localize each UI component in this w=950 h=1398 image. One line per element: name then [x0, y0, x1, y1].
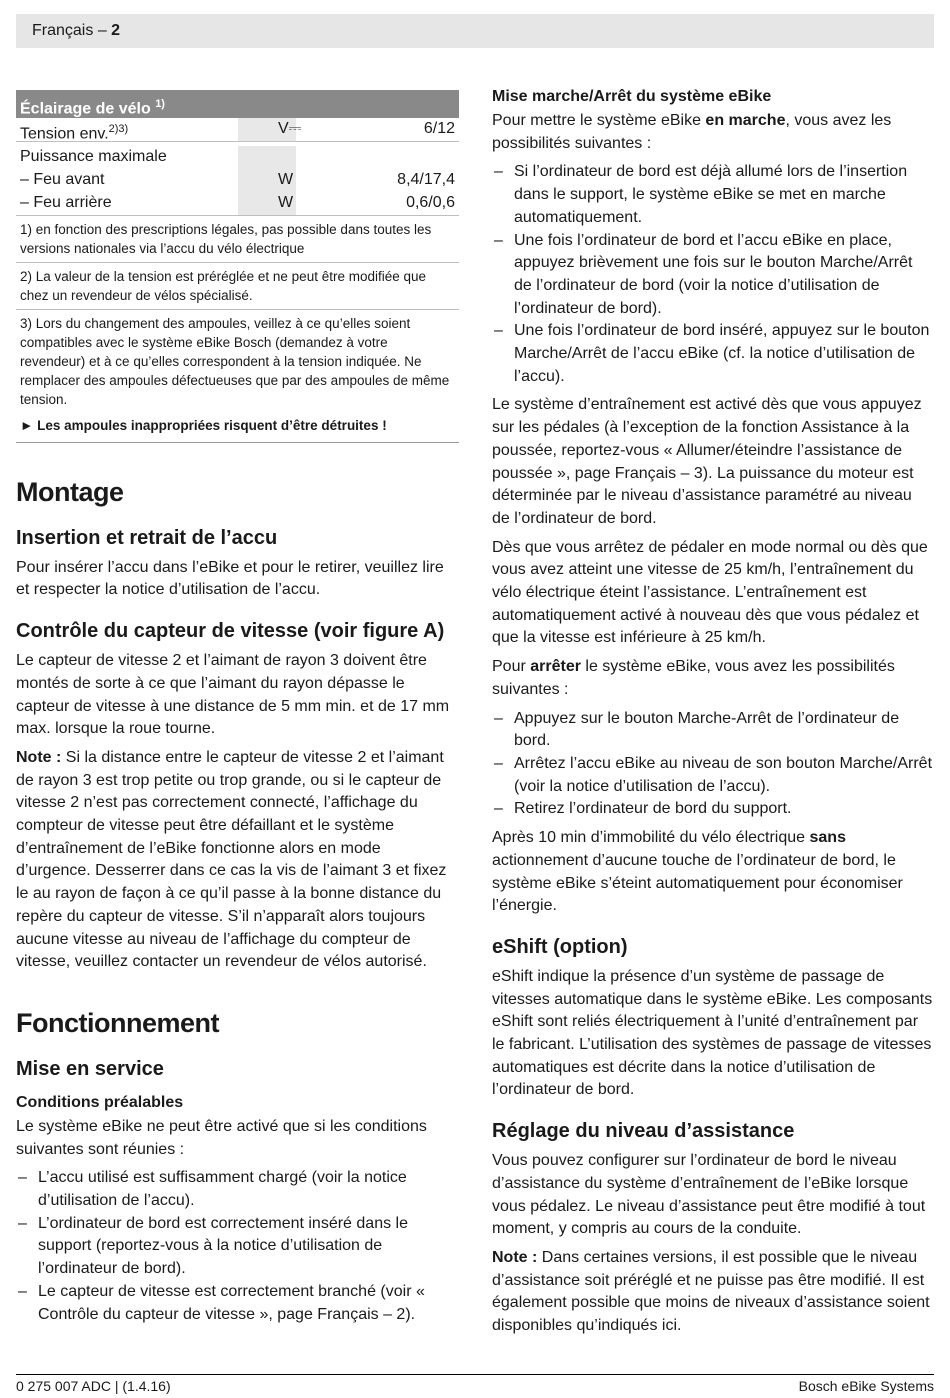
- header-language: Français: [32, 22, 94, 39]
- para-apres: [492, 827, 934, 918]
- page-header: [16, 14, 934, 48]
- heading-marche: Mise marche/Arrêt du système eBike: [492, 88, 772, 105]
- heading-mise-service: Mise en service: [16, 1057, 164, 1080]
- apres-text-c: actionnement d’aucune touche de l’ordinateur de bord, le système eBike s’éteint automatiquement pour économiser l’énergie.: [492, 851, 903, 915]
- marche-list: [492, 161, 934, 388]
- list-item: – L’ordinateur de bord est correctement inséré dans le support (reportez-vous à la notice d’utilisation de l’ordinateur de bord).: [16, 1213, 459, 1281]
- arreter-list: [492, 708, 934, 822]
- specs-table: [16, 90, 459, 443]
- conditions-list: [16, 1167, 459, 1326]
- arreter-text-a: Pour: [492, 658, 526, 676]
- list-item: – Appuyez sur le bouton Marche-Arrêt de l’ordinateur de bord.: [492, 708, 934, 753]
- heading-reglage: Réglage du niveau d’assistance: [492, 1120, 795, 1143]
- para-controle: Le capteur de vitesse 2 et l’aimant de rayon 3 doivent être montés de sorte à ce que l’aimant du rayon dépasse le capteur de vitesse à une distance de 5 mm min. et de 17 mm max. lorsque la roue tourne.: [16, 652, 450, 738]
- marche-text-c: , vous avez les possibilités suivantes :: [492, 112, 892, 152]
- arreter-text-bold: arrêter: [530, 658, 581, 676]
- header-separator: –: [97, 22, 107, 39]
- header-label: [32, 22, 120, 40]
- list-item: – Le capteur de vitesse est correctement branché (voir « Contrôle du capteur de vitesse », page Français – 2).: [16, 1281, 459, 1326]
- spec-unit-blank: [238, 146, 296, 169]
- arreter-text-c: le système eBike, vous avez les possibilités suivantes :: [492, 658, 895, 698]
- footer-doc-id: 0 275 007 ADC | (1.4.16): [16, 1378, 171, 1394]
- spec-value-front: 8,4/17,4: [397, 171, 455, 188]
- list-item: – Une fois l’ordinateur de bord inséré, appuyez sur le bouton Marche/Arrêt de l’accu eBike (cf. la notice d’utilisation de l’accu).: [492, 320, 934, 388]
- specs-title-text: Éclairage de vélo: [20, 100, 151, 118]
- heading-eshift: eShift (option): [492, 935, 628, 958]
- para-note: [16, 747, 459, 974]
- para-insertion: Pour insérer l’accu dans l’eBike et pour le retirer, veuillez lire et respecter la notice d’utilisation de l’accu.: [16, 558, 444, 599]
- para-eshift: eShift indique la présence d’un système de passage de vitesses automatique dans le système eBike. Les composants eShift sont reliés électriquement à l’unité d’entraînement par le fabricant. L’utilisation des systèmes de passage de vitesses automatiques est décrite dans la notice d’utilisation de l’ordinateur de bord.: [492, 967, 933, 1099]
- para-entrainement: Le système d’entraînement est activé dès que vous appuyez sur les pédales (à l’exception de la fonction Assistance à la poussée, reportez-vous « Allumer/éteindre l’assistance de poussée », page Français – 3). La puissance du moteur est déterminée par le niveau d’assistance paramétré au niveau de l’ordinateur de bord.: [492, 396, 922, 527]
- apres-text-bold: sans: [809, 829, 846, 847]
- header-page-number: 2: [111, 22, 121, 39]
- para-reglage: Vous pouvez configurer sur l’ordinateur de bord le niveau d’assistance du système d’entraînement de l’eBike lorsque vous pédalez. Le niveau d’assistance peut être modifié à tout moment, y compris au cours de la conduite.: [492, 1152, 926, 1238]
- tension-sup: 2)3): [108, 123, 129, 135]
- spec-unit-front: W: [238, 169, 296, 192]
- spec-row-power: [16, 146, 459, 169]
- footer-divider: [16, 1374, 934, 1375]
- spec-row-front: [16, 169, 459, 192]
- list-item: – Arrêtez l’accu eBike au niveau de son bouton Marche/Arrêt (voir la notice d’utilisation de l’accu).: [492, 753, 934, 798]
- spec-label-rear: – Feu arrière: [20, 194, 112, 211]
- heading-controle: Contrôle du capteur de vitesse (voir figure A): [16, 620, 445, 643]
- note-label-right: Note :: [492, 1248, 538, 1266]
- spec-label-power: Puissance maximale: [20, 148, 167, 165]
- footer-brand: Bosch eBike Systems: [798, 1378, 934, 1394]
- footnote-3: 3) Lors du changement des ampoules, veillez à ce qu’elles soient compatibles avec le système eBike Bosch (demandez à votre revendeur) et à ce qu’elles correspondent à la tension indiquée. Ne remplacer des ampoules défectueuses que par des ampoules de même tension.: [20, 316, 450, 407]
- specs-title-sup: 1): [155, 98, 165, 110]
- heading-fonctionnement: Fonctionnement: [16, 1007, 219, 1038]
- heading-montage: Montage: [16, 476, 124, 507]
- note-label: Note :: [16, 748, 62, 766]
- spec-row-tension: [16, 118, 459, 141]
- tension-label: Tension env.: [20, 125, 109, 143]
- note-text-right: Dans certaines versions, il est possible que le niveau d’assistance soit préréglé et ne puisse pas être modifié. Il est également possible que moins de niveaux d’assistance soient disponibles qu’indiqués ici.: [492, 1248, 930, 1335]
- specs-title: [16, 90, 459, 118]
- footnote-1: 1) en fonction des prescriptions légales, pas possible dans toutes les versions nationales via l’accu du vélo électrique: [20, 222, 432, 256]
- marche-text-bold: en marche: [705, 112, 786, 129]
- para-arreter: [492, 656, 934, 701]
- footnote-2: 2) La valeur de la tension est préréglée et ne peut être modifiée que chez un revendeur de vélos spécialisé.: [20, 269, 427, 303]
- spec-unit-tension: V⎓: [238, 118, 296, 141]
- note-text: Si la distance entre le capteur de vitesse 2 et l’aimant de rayon 3 est trop petite ou trop grande, ou si le capteur de vitesse 2 n’est pas correctement connecté, l’affichage du compteur de vitesse peut être défaillant et le système d’entraînement de l’eBike fonctionne alors en mode d’urgence. Desserrer dans ce cas la vis de l’aimant 3 et fixez le au rayon de façon à ce qu’il passe à la bonne distance du repère du capteur de vitesse. S’il n’apparaît alors toujours aucune vitesse au niveau de l’affichage du compteur de vitesse, veuillez contacter un revendeur de vélos autorisé.: [16, 748, 447, 971]
- heading-conditions: Conditions préalables: [16, 1093, 184, 1111]
- heading-insertion: Insertion et retrait de l’accu: [16, 526, 278, 549]
- spec-label-front: – Feu avant: [20, 171, 105, 188]
- apres-text-a: Après 10 min d’immobilité du vélo électrique: [492, 829, 806, 847]
- spec-value-rear: 0,6/0,6: [406, 194, 455, 211]
- spec-row-rear: [16, 192, 459, 215]
- para-marche: [492, 110, 934, 155]
- left-column: [16, 86, 459, 1332]
- warning-note: ► Les ampoules inappropriées risquent d’être détruites !: [16, 413, 459, 443]
- spec-label-tension: [20, 118, 128, 146]
- spec-value-tension: 6/12: [423, 120, 455, 137]
- list-item: – Une fois l’ordinateur de bord et l’accu eBike en place, appuyez brièvement une fois sur le bouton Marche/Arrêt de l’ordinateur de bord (voir la notice d’utilisation de l’ordinateur de bord).: [492, 230, 934, 321]
- para-note-right: [492, 1247, 934, 1338]
- list-item: – Retirez l’ordinateur de bord du support.: [492, 798, 934, 821]
- list-item: – L’accu utilisé est suffisamment chargé (voir la notice d’utilisation de l’accu).: [16, 1167, 459, 1212]
- spec-unit-rear: W: [238, 192, 296, 215]
- marche-text-a: Pour mettre le système eBike: [492, 112, 701, 129]
- right-column: [492, 86, 934, 1344]
- para-pedaler: Dès que vous arrêtez de pédaler en mode normal ou dès que vous avez atteint une vitesse de 25 km/h, l’entraînement du vélo électrique éteint l’assistance. L’entraînement est automatiquement activé à nouveau dès que vous pédalez et que la vitesse est inférieure à 25 km/h.: [492, 538, 928, 647]
- para-conditions: Le système eBike ne peut être activé que si les conditions suivantes sont réunies :: [16, 1117, 427, 1158]
- list-item: – Si l’ordinateur de bord est déjà allumé lors de l’insertion dans le support, le système eBike se met en marche automatiquement.: [492, 161, 934, 229]
